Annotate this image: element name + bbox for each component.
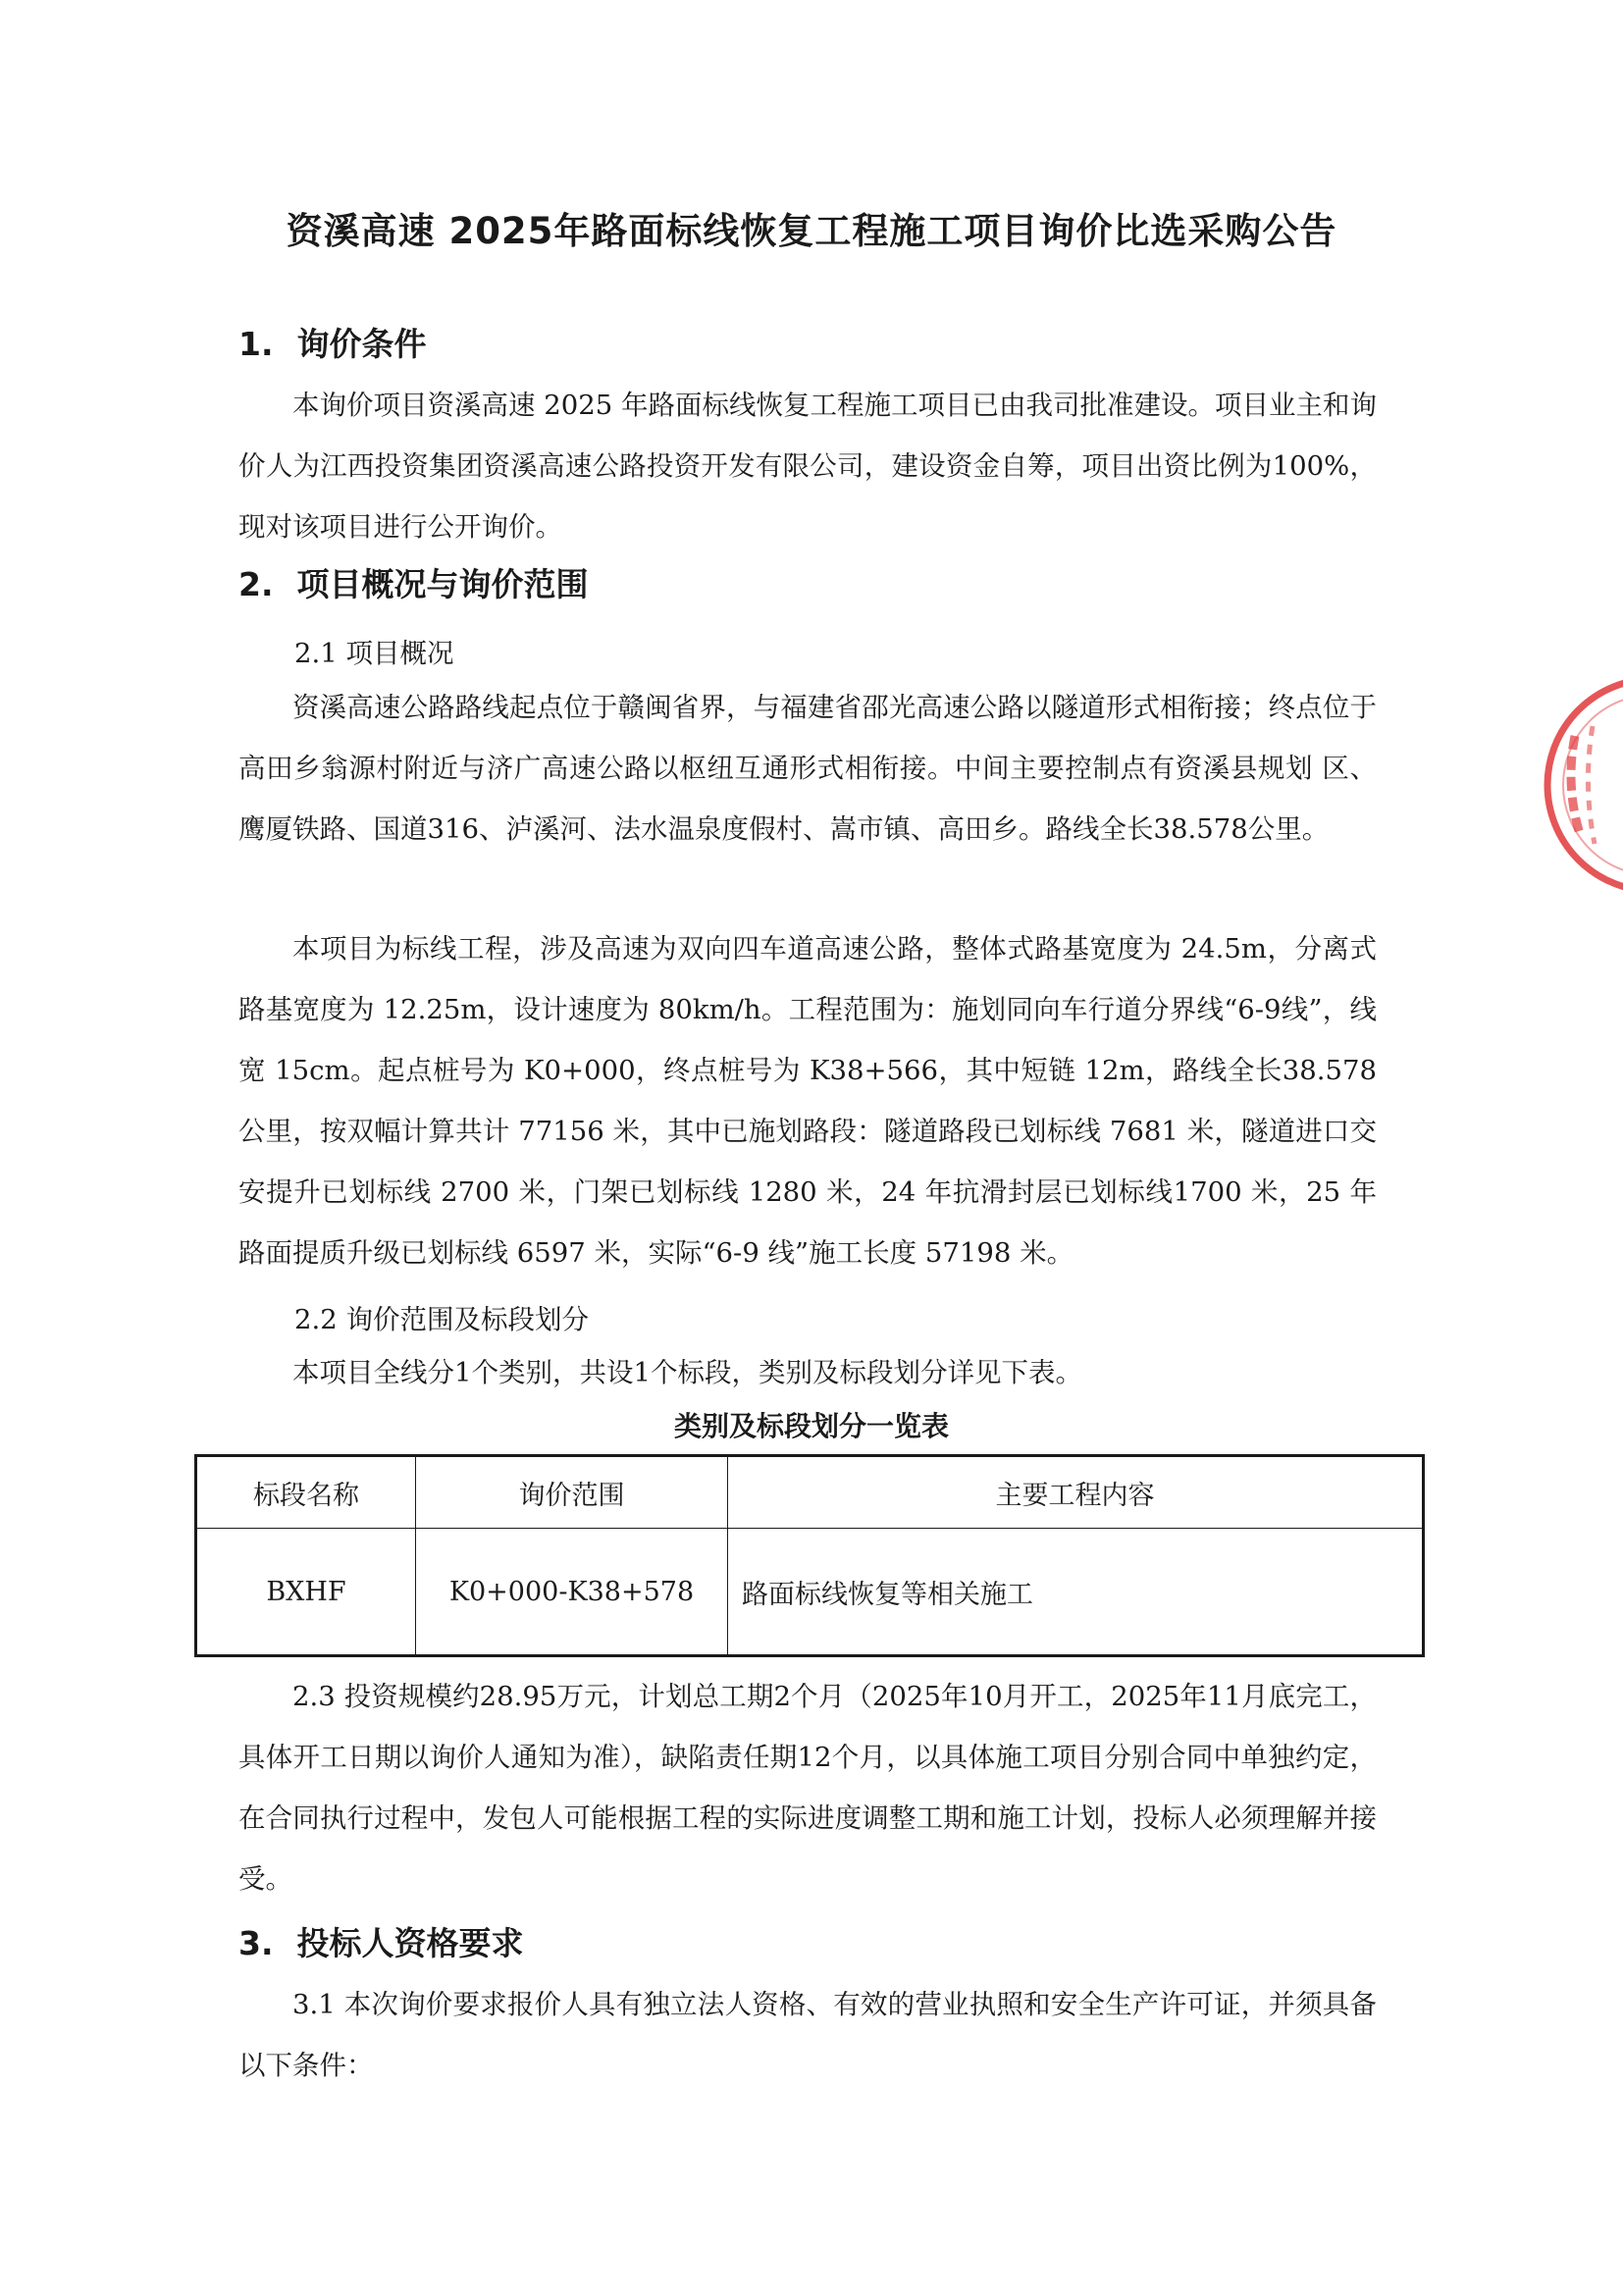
company-seal-stamp <box>1536 667 1623 903</box>
table-cell-work-content: 路面标线恢复等相关施工 <box>728 1529 1424 1656</box>
paragraph-project-scope: 本项目为标线工程，涉及高速为双向四车道高速公路，整体式路基宽度为 24.5m，分离式路基宽度为 12.25m，设计速度为 80km/h。工程范围为：施划同向车行道分界线“6-9线”，线宽 15cm。起点桩号为 K0+000，终点桩号为 K38+566，其中短链 12m，路线全长38.578 公里，按双幅计算共计 77156 米，其中已施划路段：隧道路段已划标线 7681 米，隧道进口交安提升已划标线 2700 米，门架已划标线 1280 米，24 年抗滑封层已划标线1700 米，25 年路面提质升级已划标线 6597 米，实际“6-9 线”施工长度 57198 米。 <box>238 933 1377 1269</box>
section-number: 2. <box>238 565 274 603</box>
subsection-2-1: 2.1 项目概况 <box>294 638 454 669</box>
section-title: 投标人资格要求 <box>296 1924 524 1962</box>
section-heading-3 <box>238 1918 524 1964</box>
section-title: 询价条件 <box>296 325 427 363</box>
paragraph-project-overview: 资溪高速公路路线起点位于赣闽省界，与福建省邵光高速公路以隧道形式相衔接；终点位于高田乡翁源村附近与济广高速公路以枢纽互通形式相衔接。中间主要控制点有资溪县规划 区、鹰厦铁路、国道316、泸溪河、法水温泉度假村、嵩市镇、高田乡。路线全长38.578公里。 <box>238 692 1377 845</box>
section-heading-2 <box>238 559 589 605</box>
table-cell-inquiry-range: K0+000-K38+578 <box>416 1529 728 1656</box>
table-row <box>196 1529 1424 1656</box>
section-number: 1. <box>238 325 274 363</box>
table-header-row <box>196 1456 1424 1529</box>
paragraph-segments-intro: 本项目全线分1个类别，共设1个标段，类别及标段划分详见下表。 <box>292 1357 1082 1388</box>
table-header-cell: 询价范围 <box>416 1456 728 1529</box>
table-cell-segment-name: BXHF <box>196 1529 416 1656</box>
section-heading-1 <box>238 319 427 365</box>
paragraph-investment-schedule: 2.3 投资规模约28.95万元，计划总工期2个月（2025年10月开工，2025年11月底完工，具体开工日期以询价人通知为准），缺陷责任期12个月，以具体施工项目分别合同中单独约定，在合同执行过程中，发包人可能根据工程的实际进度调整工期和施工计划，投标人必须理解并接受。 <box>238 1681 1377 1895</box>
paragraph-inquiry-conditions: 本询价项目资溪高速 2025 年路面标线恢复工程施工项目已由我司批准建设。项目业主和询价人为江西投资集团资溪高速公路投资开发有限公司，建设资金自筹，项目出资比例为100%，现对该项目进行公开询价。 <box>238 390 1377 543</box>
section-title: 项目概况与询价范围 <box>296 565 589 603</box>
paragraph-qualification: 3.1 本次询价要求报价人具有独立法人资格、有效的营业执照和安全生产许可证，并须具备以下条件： <box>238 1989 1377 2081</box>
segment-table <box>194 1454 1425 1657</box>
document-title: 资溪高速 2025年路面标线恢复工程施工项目询价比选采购公告 <box>286 210 1337 252</box>
subsection-2-2: 2.2 询价范围及标段划分 <box>294 1304 589 1335</box>
table-header-cell: 标段名称 <box>196 1456 416 1529</box>
table-header-cell: 主要工程内容 <box>728 1456 1424 1529</box>
table-caption: 类别及标段划分一览表 <box>673 1410 949 1442</box>
section-number: 3. <box>238 1924 274 1962</box>
